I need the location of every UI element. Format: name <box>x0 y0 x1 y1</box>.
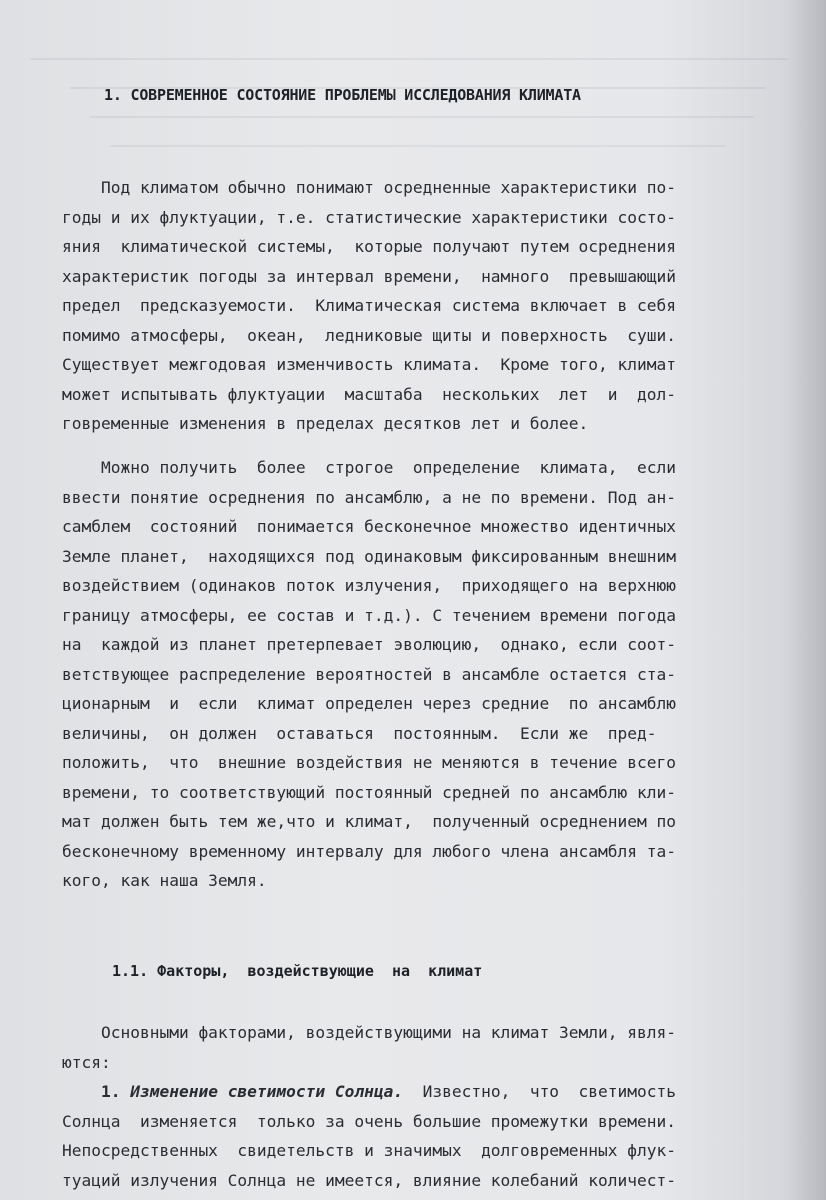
text-line: говременные изменения в пределах десятков лет и более. <box>62 414 589 433</box>
text-line: ветствующее распределение вероятностей в ансамбле остается ста- <box>62 664 676 684</box>
text-line: границу атмосферы, ее состав и т.д.). С течением времени погода <box>62 605 676 625</box>
text-line: характеристик погоды за интервал времени, намного превышающий <box>62 266 676 286</box>
text-line: мат должен быть тем же,что и климат, полученный осреднением по <box>62 812 676 831</box>
text-line: кого, как наша Земля. <box>62 871 267 890</box>
text-line: времени, то соответствующий постоянный средней по ансамблю кли- <box>62 782 676 802</box>
text-line: туаций излучения Солнца не имеется, влияние колебаний количест- <box>62 1170 676 1190</box>
text-line: предел предсказуемости. Климатическая система включает в себя <box>62 296 676 315</box>
text-line: положить, что внешние воздействия не меняются в течение всего <box>62 753 676 772</box>
text-line: Можно получить более строгое определение климата, если <box>62 458 676 477</box>
item-1-title: Изменение светимости Солнца. <box>130 1082 404 1101</box>
text-line: годы и их флуктуации, т.е. статистические характеристики состо- <box>62 207 676 227</box>
text-line: Непосредственных свидетельств и значимых долговременных флук- <box>62 1141 676 1160</box>
bleed-through-text <box>30 58 820 178</box>
item-1-body <box>62 1107 804 1196</box>
text-line: на каждой из планет претерпевает эволюцию, однако, если соот- <box>62 635 676 654</box>
item-1-number: 1. <box>62 1082 121 1101</box>
text-line: бесконечному временному интервалу для любого члена ансамбля та- <box>62 841 676 861</box>
text-line: самблем состояний понимается бесконечное множество идентичных <box>62 517 676 536</box>
text-line: яния климатической системы, которые получают путем осреднения <box>62 237 676 256</box>
text-line: ввести понятие осреднения по ансамблю, а не по времени. Под ан- <box>62 487 676 507</box>
paragraph-intro-lines <box>62 1018 804 1077</box>
text-line: величины, он должен оставаться постоянным. Если же пред- <box>62 723 657 743</box>
text-line: Под климатом обычно понимают осредненные характеристики по- <box>62 178 676 197</box>
paragraph-ensemble-averaging <box>62 453 804 896</box>
item-1-first-line <box>62 1077 804 1107</box>
paragraph-climate-definition <box>62 173 804 439</box>
text-line: ются: <box>62 1052 111 1072</box>
page-edge-shadow <box>786 0 826 1200</box>
text-line: ционарным и если климат определен через средние по ансамблю <box>62 694 676 713</box>
text-line: Существует межгодовая изменчивость климата. Кроме того, климат <box>62 355 676 374</box>
section-heading: 1. СОВРЕМЕННОЕ СОСТОЯНИЕ ПРОБЛЕМЫ ИССЛЕДОВАНИЯ КЛИМАТА <box>104 86 581 104</box>
text-line: помимо атмосферы, океан, ледниковые щиты и поверхность суши. <box>62 325 676 345</box>
text-line: может испытывать флуктуации масштаба нескольких лет и дол- <box>62 384 676 404</box>
text-line: Основными факторами, воздействующими на климат Земли, явля- <box>62 1023 676 1042</box>
subsection-heading: 1.1. Факторы, воздействующие на климат <box>112 962 483 980</box>
text-line: Земле планет, находящихся под одинаковым фиксированным внешним <box>62 546 676 566</box>
paragraph-climate-factors <box>62 1018 804 1195</box>
text-line: Солнца изменяется только за очень большие промежутки времени. <box>62 1111 676 1131</box>
text-line: воздействием (одинаков поток излучения, приходящего на верхнюю <box>62 576 676 595</box>
item-1-first-line-rest: Известно, что светимость <box>403 1082 677 1101</box>
